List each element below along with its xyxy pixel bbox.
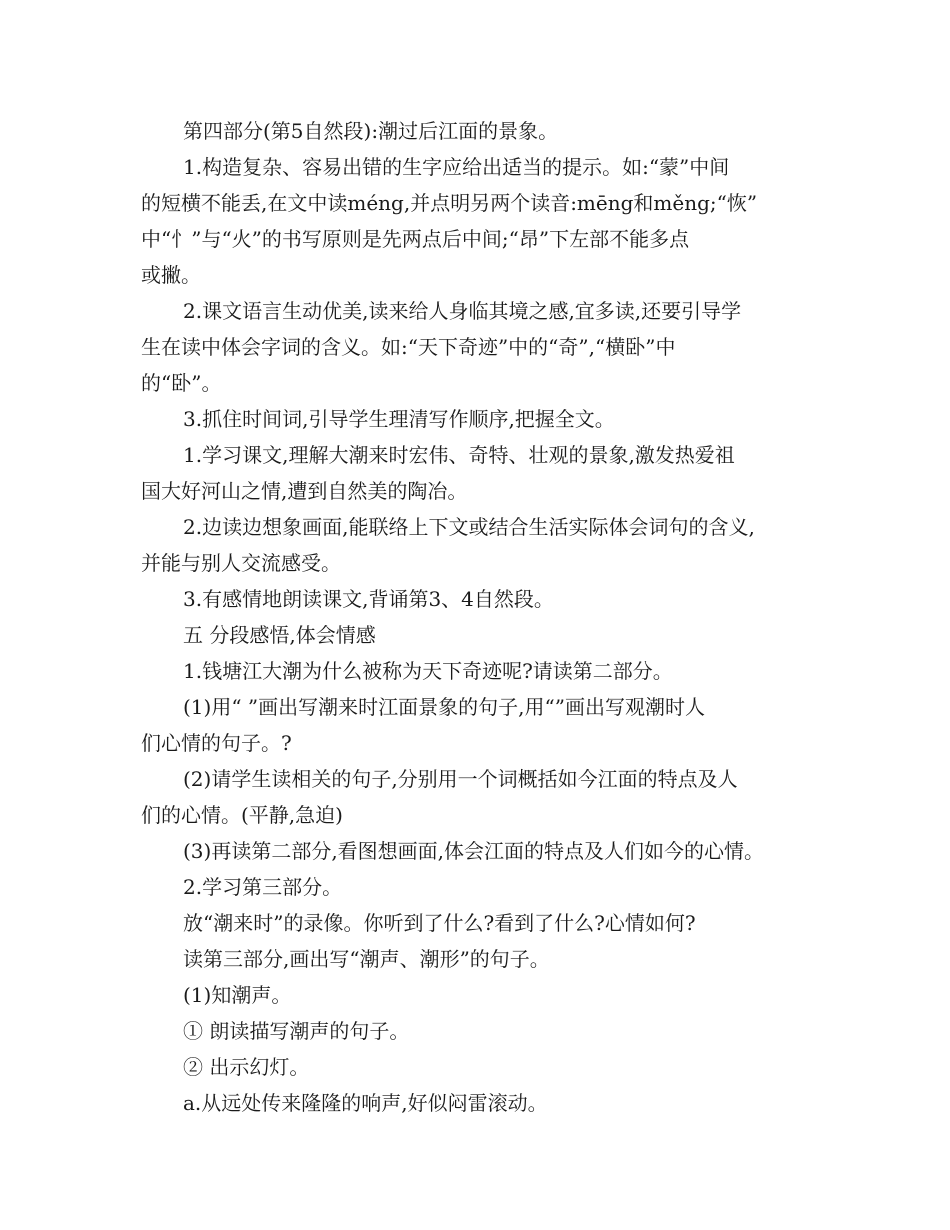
paragraph-line: (2)请学生读相关的句子,分别用一个词概括如今江面的特点及人 <box>183 767 738 791</box>
paragraph-line: 们心情的句子。? <box>141 731 292 755</box>
paragraph-line: 的“卧”。 <box>141 371 222 395</box>
paragraph-line: 3.抓住时间词,引导学生理清写作顺序,把握全文。 <box>183 407 615 431</box>
paragraph-line: 国大好河山之情,遭到自然美的陶冶。 <box>141 479 468 503</box>
section-heading: 五 分段感悟,体会情感 <box>183 623 376 647</box>
paragraph-line: (1)用“ ”画出写潮来时江面景象的句子,用“”画出写观潮时人 <box>183 695 705 719</box>
paragraph-line: 1.学习课文,理解大潮来时宏伟、奇特、壮观的景象,激发热爱祖 <box>183 443 735 467</box>
paragraph-line: 并能与别人交流感受。 <box>141 551 341 575</box>
paragraph-line: 2.学习第三部分。 <box>183 875 343 899</box>
paragraph-line: 2.课文语言生动优美,读来给人身临其境之感,宜多读,还要引导学 <box>183 299 742 323</box>
paragraph-line: 放“潮来时”的录像。你听到了什么?看到了什么?心情如何? <box>183 911 696 935</box>
paragraph-line: ① 朗读描写潮声的句子。 <box>183 1019 410 1043</box>
paragraph-line: a.从远处传来隆隆的响声,好似闷雷滚动。 <box>183 1091 548 1115</box>
paragraph-line: 1.构造复杂、容易出错的生字应给出适当的提示。如:“蒙”中间 <box>183 155 730 179</box>
paragraph-line: 或撇。 <box>141 263 201 287</box>
paragraph-line: ② 出示幻灯。 <box>183 1055 310 1079</box>
section-heading: 第四部分(第5自然段):潮过后江面的景象。 <box>183 119 559 143</box>
paragraph-line: 读第三部分,画出写“潮声、潮形”的句子。 <box>183 947 550 971</box>
paragraph-line: 中“忄”与“火”的书写原则是先两点后中间;“昂”下左部不能多点 <box>141 227 690 251</box>
paragraph-line: 们的心情。(平静,急迫) <box>141 803 343 827</box>
paragraph-line: (1)知潮声。 <box>183 983 292 1007</box>
paragraph-line: (3)再读第二部分,看图想画面,体会江面的特点及人们如今的心情。 <box>183 839 765 863</box>
paragraph-line: 的短横不能丢,在文中读méng,并点明另两个读音:mēng和měng;“恢” <box>141 191 758 215</box>
paragraph-line: 生在读中体会字词的含义。如:“天下奇迹”中的“奇”,“横卧”中 <box>141 335 676 359</box>
paragraph-line: 1.钱塘江大潮为什么被称为天下奇迹呢?请读第二部分。 <box>183 659 673 683</box>
paragraph-line: 2.边读边想象画面,能联络上下文或结合生活实际体会词句的含义, <box>183 515 755 539</box>
paragraph-line: 3.有感情地朗读课文,背诵第3、4自然段。 <box>183 587 554 611</box>
document-body <box>141 113 821 1121</box>
